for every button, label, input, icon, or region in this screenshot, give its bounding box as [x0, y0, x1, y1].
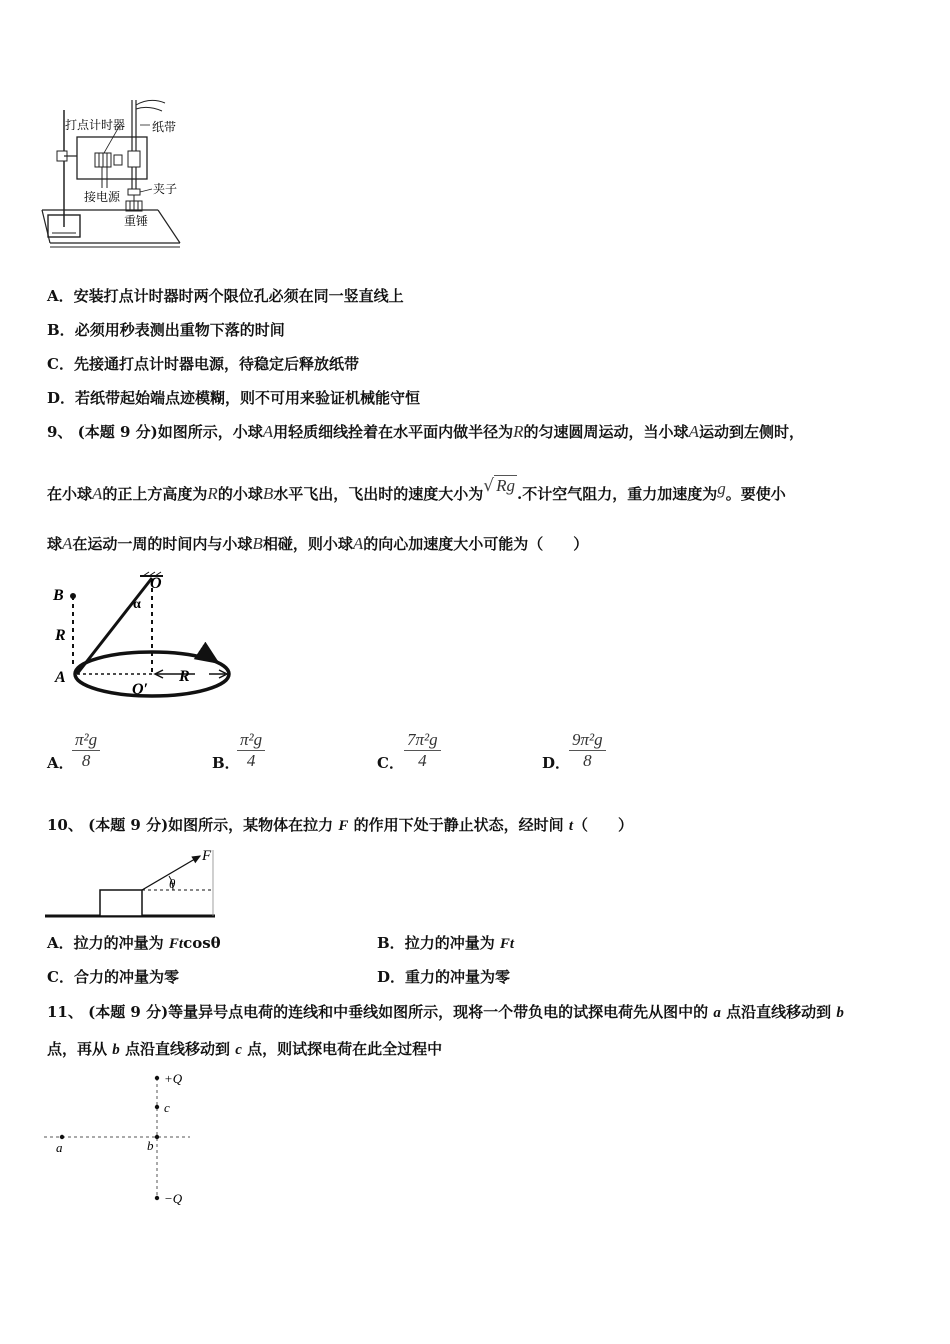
block [100, 890, 142, 916]
q9-option-a-fraction [72, 730, 100, 771]
var-Ft: Ft [499, 936, 515, 952]
text: 点沿直线移动到 [119, 1040, 236, 1058]
var-b: b [836, 1005, 844, 1021]
option-letter: A． [47, 287, 74, 305]
string [77, 578, 152, 674]
option-letter: B． [377, 934, 405, 952]
label-clip: 夹子 [153, 182, 178, 196]
text: （ ） [573, 816, 634, 834]
text: 。要使小 [725, 485, 786, 503]
question-number: 10、 [47, 816, 83, 834]
text: 水平飞出，飞出时的速度大小为 [273, 485, 484, 503]
label-F: F [202, 848, 212, 864]
var-B: B [252, 534, 263, 553]
option-letter: A． [47, 934, 74, 952]
q9-option-c-fraction [404, 730, 441, 771]
charge-minus [155, 1196, 159, 1200]
var-R: R [513, 422, 524, 441]
label-O: O [150, 575, 162, 592]
q9-stem-line2 [47, 476, 786, 504]
force-block-figure [45, 842, 220, 922]
text: .不计空气阻力，重力加速度为 [516, 485, 718, 503]
q9-option-d-fraction [569, 730, 606, 771]
option-letter: C． [47, 968, 74, 986]
text: 球 [47, 535, 63, 553]
numerator: 9π²g [569, 730, 606, 751]
option-letter: D． [47, 389, 76, 407]
label-R-vertical: R [55, 627, 66, 644]
apparatus-figure [40, 95, 190, 260]
label-weight: 重锤 [124, 214, 149, 228]
label-O-prime: O′ [132, 681, 149, 698]
denominator: 8 [583, 751, 592, 770]
q9-option-b-letter: B． [212, 754, 240, 772]
option-text: 安装打点计时器时两个限位孔必须在同一竖直线上 [73, 287, 404, 305]
numerator: π²g [237, 730, 265, 751]
text: 点沿直线移动到 [720, 1003, 837, 1021]
text: 点，则试探电荷在此全过程中 [241, 1040, 443, 1058]
text: 的小球 [217, 485, 263, 503]
text: 相碰，则小球 [262, 535, 353, 553]
option-letter: D． [377, 968, 406, 986]
q10-stem [47, 815, 633, 836]
q9-stem-line1 [47, 422, 804, 442]
label-plus-Q: +Q [164, 1071, 183, 1086]
var-t: t [568, 818, 574, 834]
sqrt-expression: √ Rg [483, 476, 515, 496]
q9-option-c-letter: C． [377, 754, 404, 772]
q8-option-c [47, 354, 359, 374]
q11-stem-line2 [47, 1039, 442, 1060]
option-letter: B． [47, 321, 75, 339]
var-c: c [235, 1042, 242, 1058]
label-B: B [53, 587, 64, 604]
text: 运动到左侧时， [698, 423, 804, 441]
text: (本题 9 分)如图所示，某物体在拉力 [82, 816, 339, 834]
label-theta: θ [169, 876, 176, 891]
var-F: F [338, 818, 349, 834]
q9-option-d-letter: D． [542, 754, 571, 772]
text: cosθ [183, 934, 221, 952]
var-A: A [262, 422, 274, 441]
var-A: A [62, 534, 73, 553]
circular-motion-figure [45, 570, 240, 700]
var-A: A [92, 484, 103, 503]
q8-option-b [47, 320, 285, 340]
q11-stem-line1 [47, 1002, 844, 1023]
denominator: 8 [81, 751, 91, 770]
var-g: g [717, 479, 726, 498]
label-minus-Q: −Q [164, 1191, 183, 1206]
label-alpha: α [133, 597, 141, 612]
option-text: 必须用秒表测出重物下落的时间 [74, 321, 285, 339]
point-a [60, 1135, 64, 1139]
label-R-horizontal: R [179, 668, 190, 685]
option-text: 若纸带起始端点迹模糊，则不可用来验证机械能守恒 [75, 389, 421, 407]
text: 拉力的冲量为 [73, 934, 169, 952]
q8-option-a [47, 286, 404, 306]
charge-plus [155, 1076, 159, 1080]
var-A: A [352, 534, 364, 553]
text: 在小球 [47, 485, 93, 503]
text: 的向心加速度大小可能为（ ） [363, 535, 589, 553]
label-a: a [56, 1140, 63, 1155]
numerator: 7π²g [404, 730, 441, 751]
var-a: a [713, 1005, 721, 1021]
label-tape: 纸带 [152, 120, 177, 134]
sqrt-content: Rg [496, 476, 515, 495]
text: 重力的冲量为零 [405, 968, 511, 986]
charges-figure [42, 1068, 202, 1213]
question-number: 9、 [47, 423, 73, 441]
point-c [155, 1105, 159, 1109]
label-A: A [55, 669, 66, 686]
denominator: 4 [246, 751, 256, 770]
label-c: c [164, 1100, 170, 1115]
q8-option-d [47, 388, 420, 408]
q9-stem-line3 [47, 534, 588, 554]
text: 合力的冲量为零 [73, 968, 179, 986]
var-b: b [112, 1042, 120, 1058]
q10-option-c [47, 967, 179, 987]
text: 点，再从 [47, 1040, 113, 1058]
q10-option-b [377, 933, 514, 954]
text: (本题 9 分)如图所示，小球 [72, 423, 263, 441]
text: 的正上方高度为 [102, 485, 208, 503]
ball-B [70, 593, 76, 599]
text: 拉力的冲量为 [404, 934, 500, 952]
q10-option-d [377, 967, 510, 987]
text: (本题 9 分)等量异号点电荷的连线和中垂线如图所示，现将一个带负电的试探电荷先从图中的 [82, 1003, 714, 1021]
label-b: b [147, 1138, 154, 1153]
numerator: π²g [72, 730, 100, 751]
var-A: A [688, 422, 699, 441]
text: 的作用下处于静止状态，经时间 [348, 816, 569, 834]
option-letter: C． [47, 355, 74, 373]
point-b [155, 1135, 159, 1139]
text: 在运动一周的时间内与小球 [72, 535, 253, 553]
q9-option-b-fraction [237, 730, 265, 771]
q9-option-a-letter: A． [47, 754, 74, 772]
label-power: 接电源 [84, 190, 121, 204]
denominator: 4 [418, 751, 427, 770]
question-number: 11、 [47, 1003, 83, 1021]
text: 用轻质细线拴着在水平面内做半径为 [273, 423, 514, 441]
var-Ft: Ft [168, 936, 184, 952]
label-timer: 打点计时器 [65, 118, 126, 132]
text: 的匀速圆周运动，当小球 [523, 423, 689, 441]
var-R: R [207, 484, 218, 503]
var-B: B [262, 484, 274, 503]
option-text: 先接通打点计时器电源，待稳定后释放纸带 [73, 355, 359, 373]
q10-option-a [47, 933, 221, 954]
